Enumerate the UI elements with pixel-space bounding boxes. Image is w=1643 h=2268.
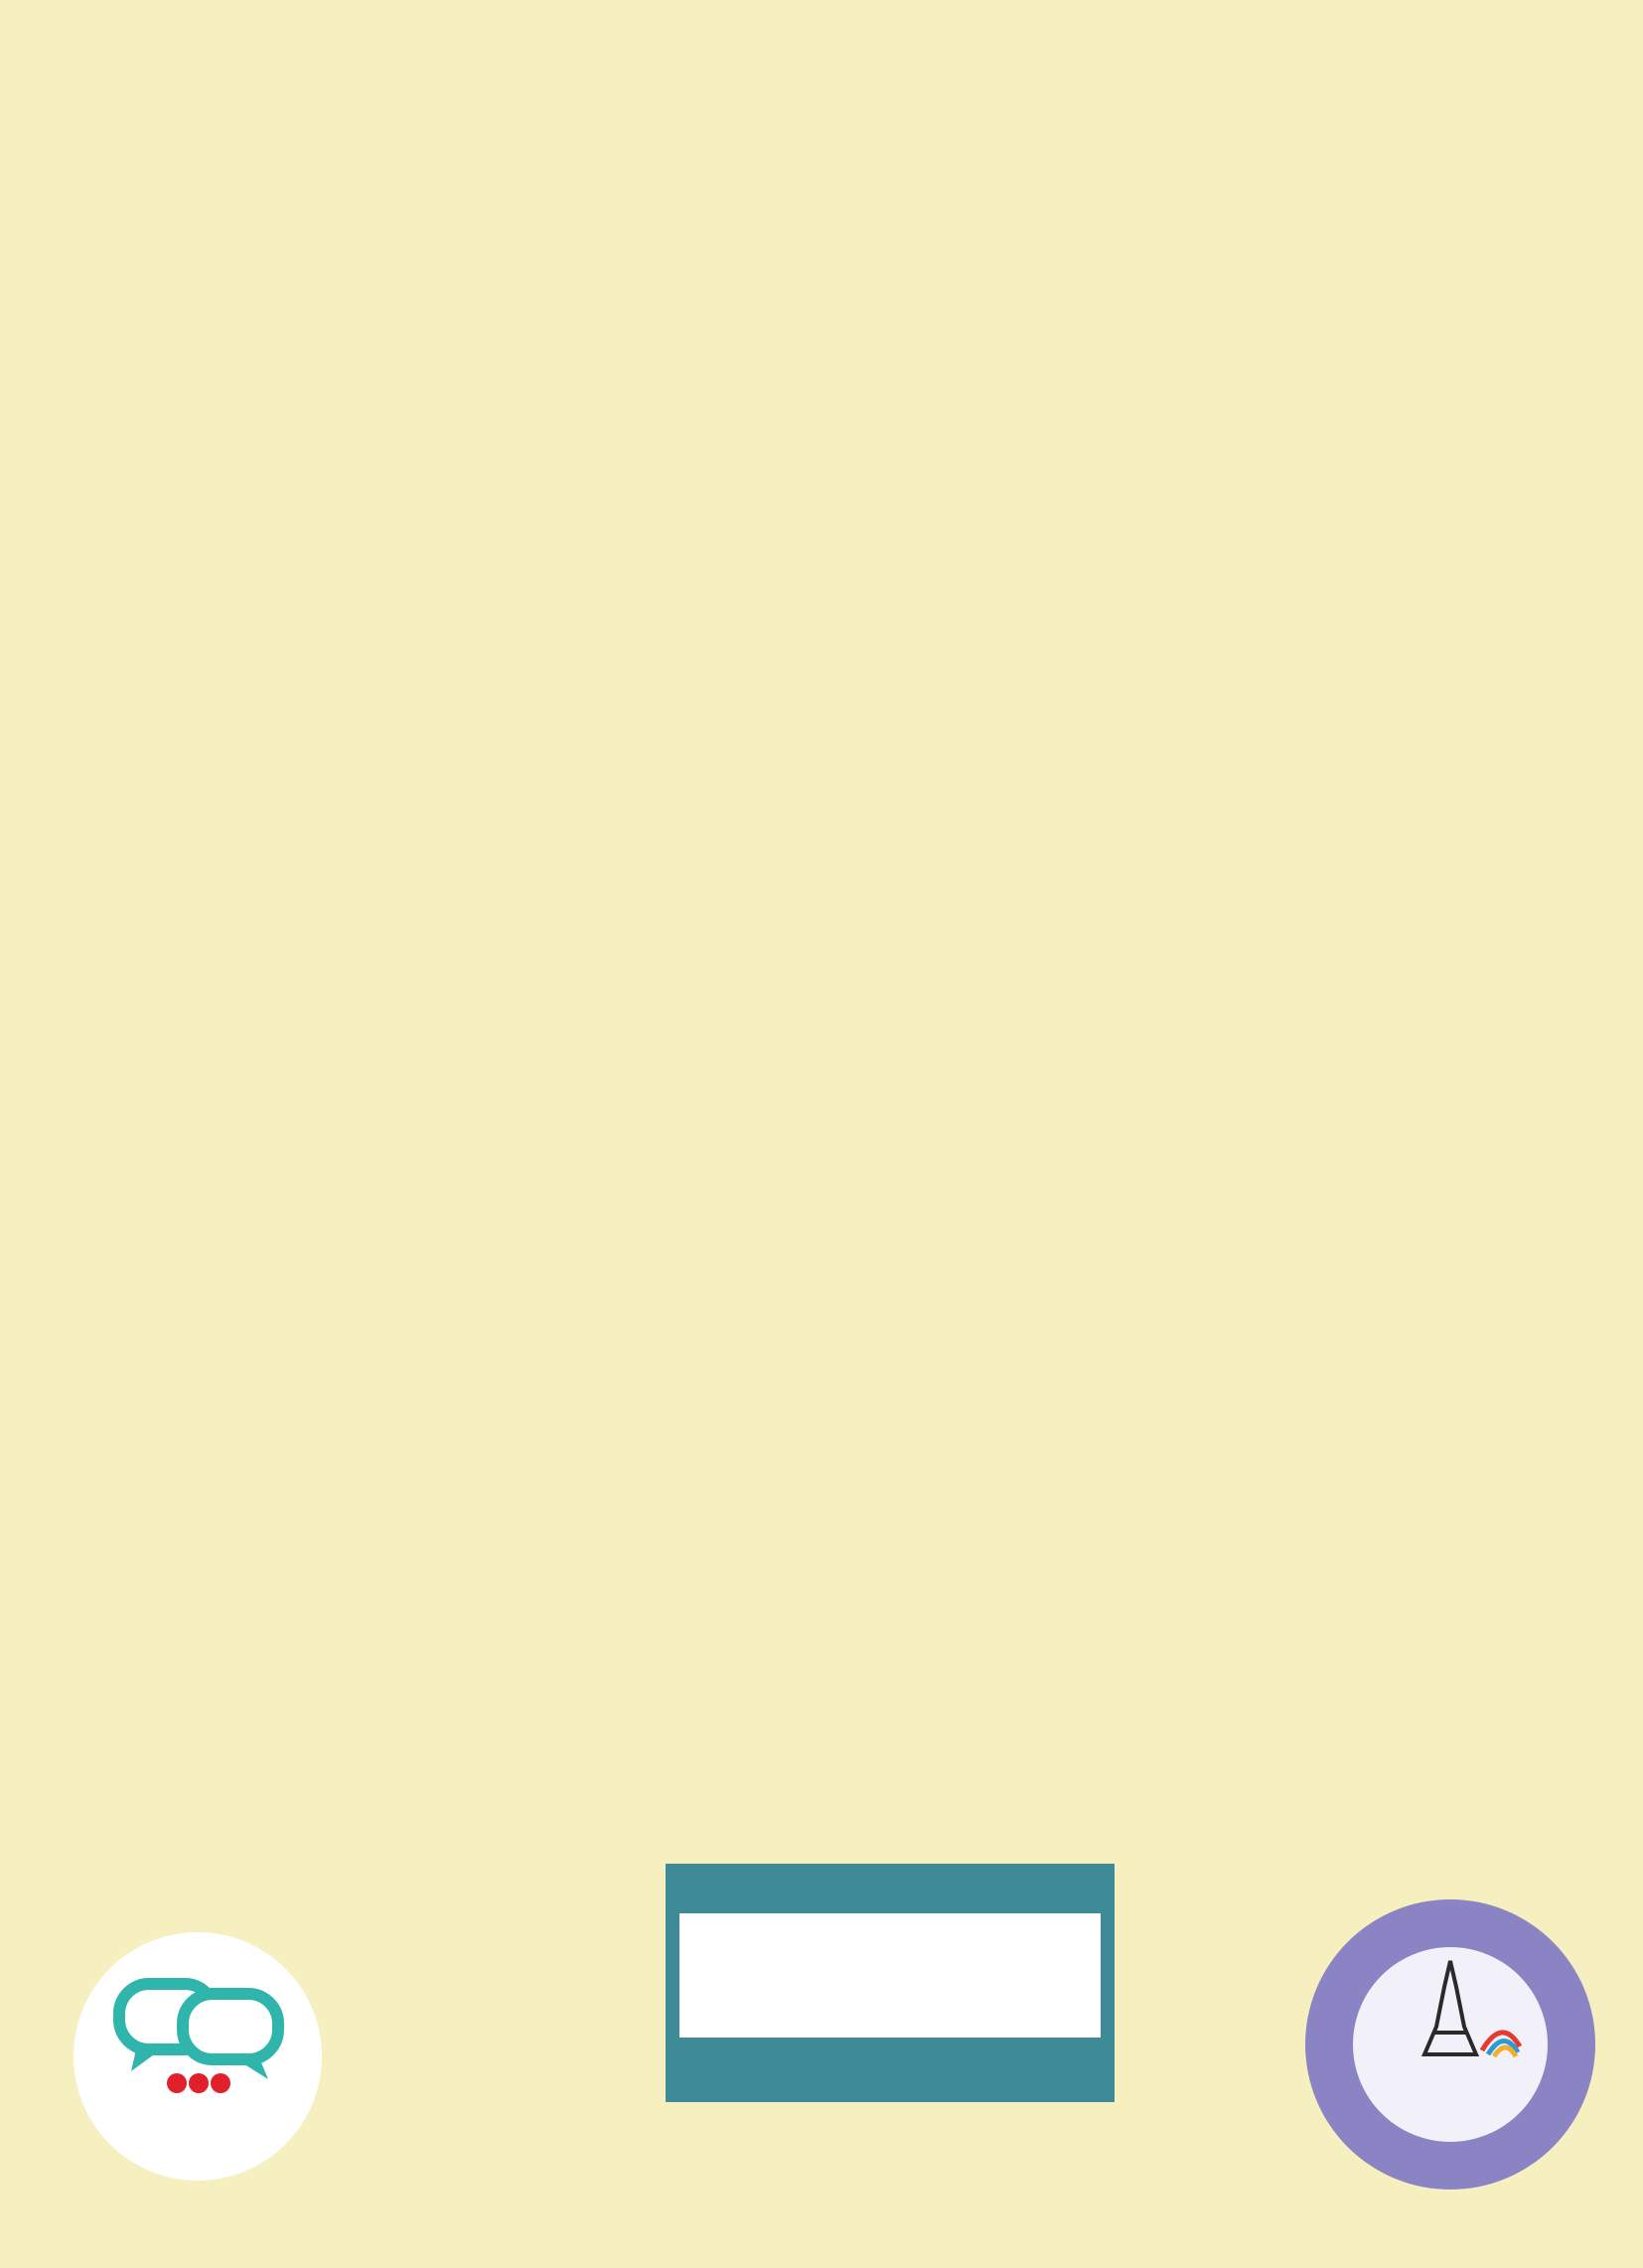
- chat-bubbles-icon: [74, 1932, 322, 2181]
- bookshop-stamp: [1305, 1899, 1595, 2190]
- barcode-icon: [735, 1949, 1079, 2011]
- barcode-panel: [666, 1864, 1115, 2102]
- publisher-badge: [74, 1932, 322, 2181]
- eiffel-tower-icon: [1353, 1947, 1548, 2142]
